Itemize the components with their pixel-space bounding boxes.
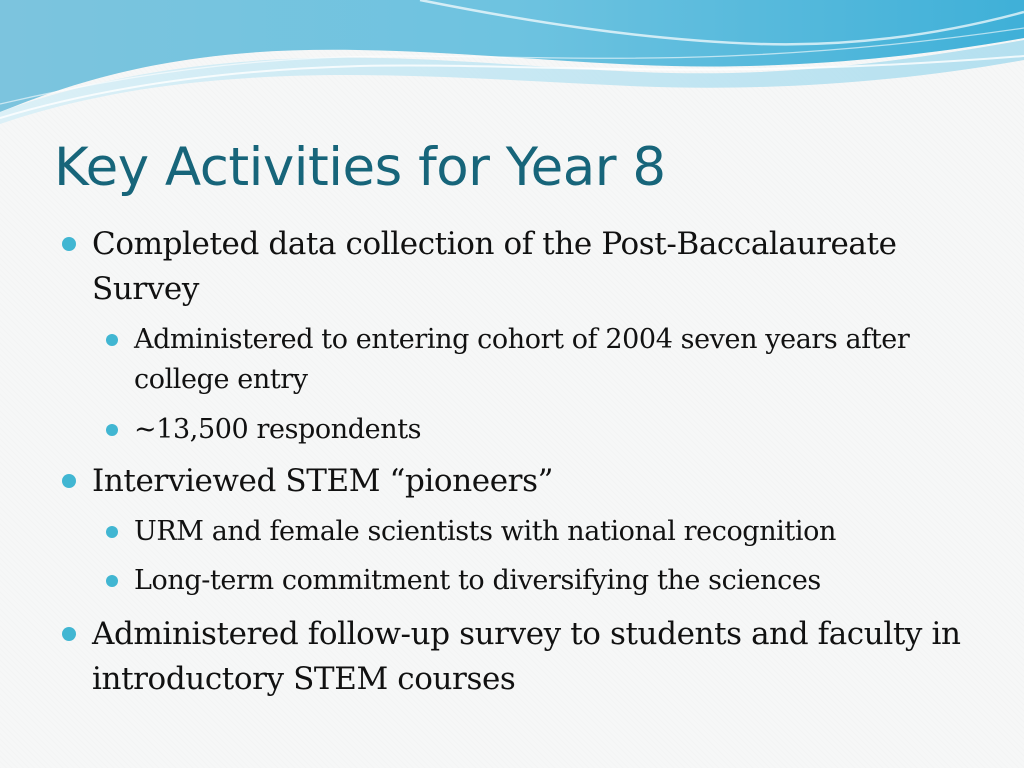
sub-bullet-point-icon — [106, 575, 118, 587]
sub-bullet-point-icon — [106, 334, 118, 346]
bullet-item: Administered follow-up survey to students and faculty in introductory STEM courses — [92, 616, 961, 697]
bullet-point-icon — [62, 237, 76, 251]
slide-title: Key Activities for Year 8 — [54, 137, 666, 198]
sub-bullet-point-icon — [106, 424, 118, 436]
sub-bullet-item: ~13,500 respondents — [134, 414, 422, 445]
sub-bullet-item: Long-term commitment to diversifying the sciences — [134, 565, 821, 596]
bullet-point-icon — [62, 474, 76, 488]
sub-bullet-point-icon — [106, 526, 118, 538]
sub-bullet-item: URM and female scientists with national recognition — [134, 516, 836, 547]
bullet-item: Completed data collection of the Post-Baccalaureate Survey — [92, 226, 897, 307]
bullet-item: Interviewed STEM “pioneers” — [92, 463, 554, 499]
bullet-point-icon — [62, 627, 76, 641]
sub-bullet-item: Administered to entering cohort of 2004 seven years after college entry — [134, 324, 910, 395]
